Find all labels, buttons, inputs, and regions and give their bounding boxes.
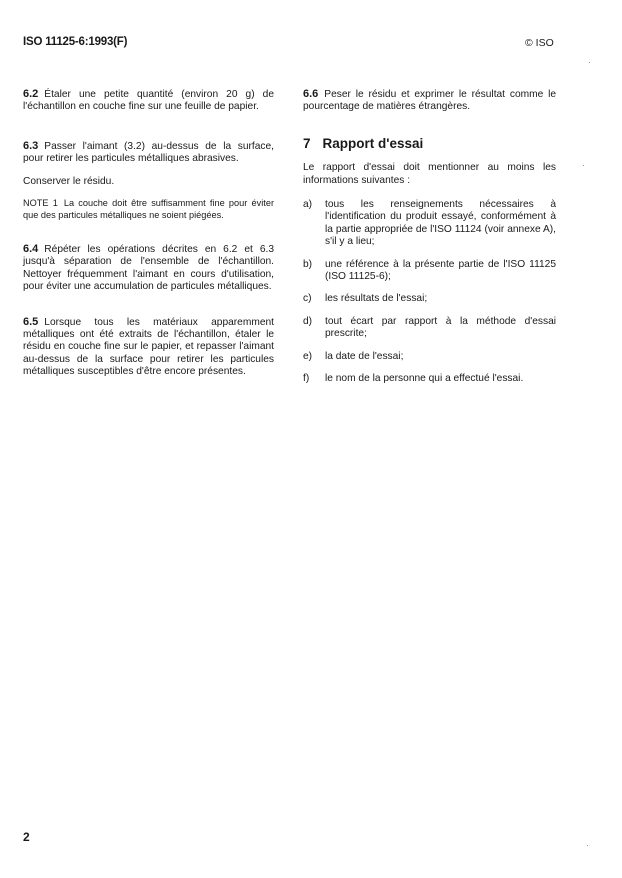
list-item: [303, 293, 556, 305]
section-number: 6.6: [303, 88, 319, 100]
copyright-notice: © ISO: [525, 37, 554, 49]
paragraph-conserver: Conserver le résidu.: [23, 175, 115, 187]
section-number: 6.4: [23, 243, 39, 256]
page-number: 2: [23, 830, 30, 844]
scan-speck: [589, 62, 590, 63]
list-item: [303, 259, 556, 284]
section-6-4: [23, 243, 274, 294]
list-text: une référence à la présente partie de l'ISO 11125 (ISO 11125-6);: [325, 258, 556, 283]
list-label: d): [303, 315, 313, 327]
list-label: b): [303, 258, 313, 270]
list-item: [303, 199, 556, 249]
heading-title: Rapport d'essai: [322, 135, 424, 151]
section-number: 6.5: [23, 315, 39, 328]
list-label: a): [303, 199, 313, 211]
section-text: Passer l'aimant (3.2) au-dessus de la surface, pour retirer les particules métalliques abrasives.: [23, 140, 274, 165]
list-item: [303, 373, 556, 385]
list-text: tout écart par rapport à la méthode d'essai prescrite;: [325, 315, 556, 340]
list-label: c): [303, 293, 312, 305]
list-text: la date de l'essai;: [325, 350, 404, 362]
list-item: [303, 351, 556, 363]
section-text: Peser le résidu et exprimer le résultat comme le pourcentage de matières étrangères.: [303, 89, 556, 113]
list-label: e): [303, 350, 313, 362]
section-number: 6.2: [23, 88, 39, 100]
note-1: [23, 198, 274, 221]
list-item: [303, 316, 556, 341]
note-label: NOTE 1: [23, 198, 58, 209]
list-label: f): [303, 373, 310, 385]
scan-speck: [583, 165, 584, 166]
left-column: [23, 88, 274, 379]
section-6-5: [23, 316, 274, 379]
list-text: les résultats de l'essai;: [325, 293, 428, 305]
right-column: [303, 88, 556, 386]
section-text: Lorsque tous les matériaux apparemment métalliques ont été extraits de l'échantillon, étaler le résidu en couche fine sur le papier, et repasser l'aimant au-dessus de la surface pour retirer les particules métalliques susceptibles d'être encore présentes.: [23, 316, 274, 378]
heading-number: 7: [303, 135, 311, 151]
section-6-3: [23, 140, 274, 166]
section-6-2: [23, 88, 274, 114]
section-text: Répéter les opérations décrites en 6.2 et 6.3 jusqu'à séparation de l'ensemble de l'échantillon. Nettoyer fréquemment l'aimant en cours d'utilisation, pour éviter une accumulation de particules métalliques.: [23, 244, 274, 293]
section-7-intro: Le rapport d'essai doit mentionner au moins les informations suivantes :: [303, 162, 556, 186]
section-text: Étaler une petite quantité (environ 20 g) de l'échantillon en couche fine sur une feuille de papier.: [23, 89, 274, 113]
section-6-6: [303, 88, 556, 114]
note-text: La couche doit être suffisamment fine pour éviter que des particules métalliques ne soient piégées.: [23, 198, 274, 220]
section-number: 6.3: [23, 139, 39, 152]
list-text: tous les renseignements nécessaires à l'identification du produit essayé, conformément à la partie appropriée de l'ISO 11124 (voir annexe A), s'il y a lieu;: [325, 199, 556, 248]
list-text: le nom de la personne qui a effectué l'essai.: [325, 373, 524, 385]
scan-speck: [587, 845, 588, 846]
section-7-heading: [303, 135, 556, 151]
document-id: ISO 11125-6:1993(F): [23, 36, 128, 48]
